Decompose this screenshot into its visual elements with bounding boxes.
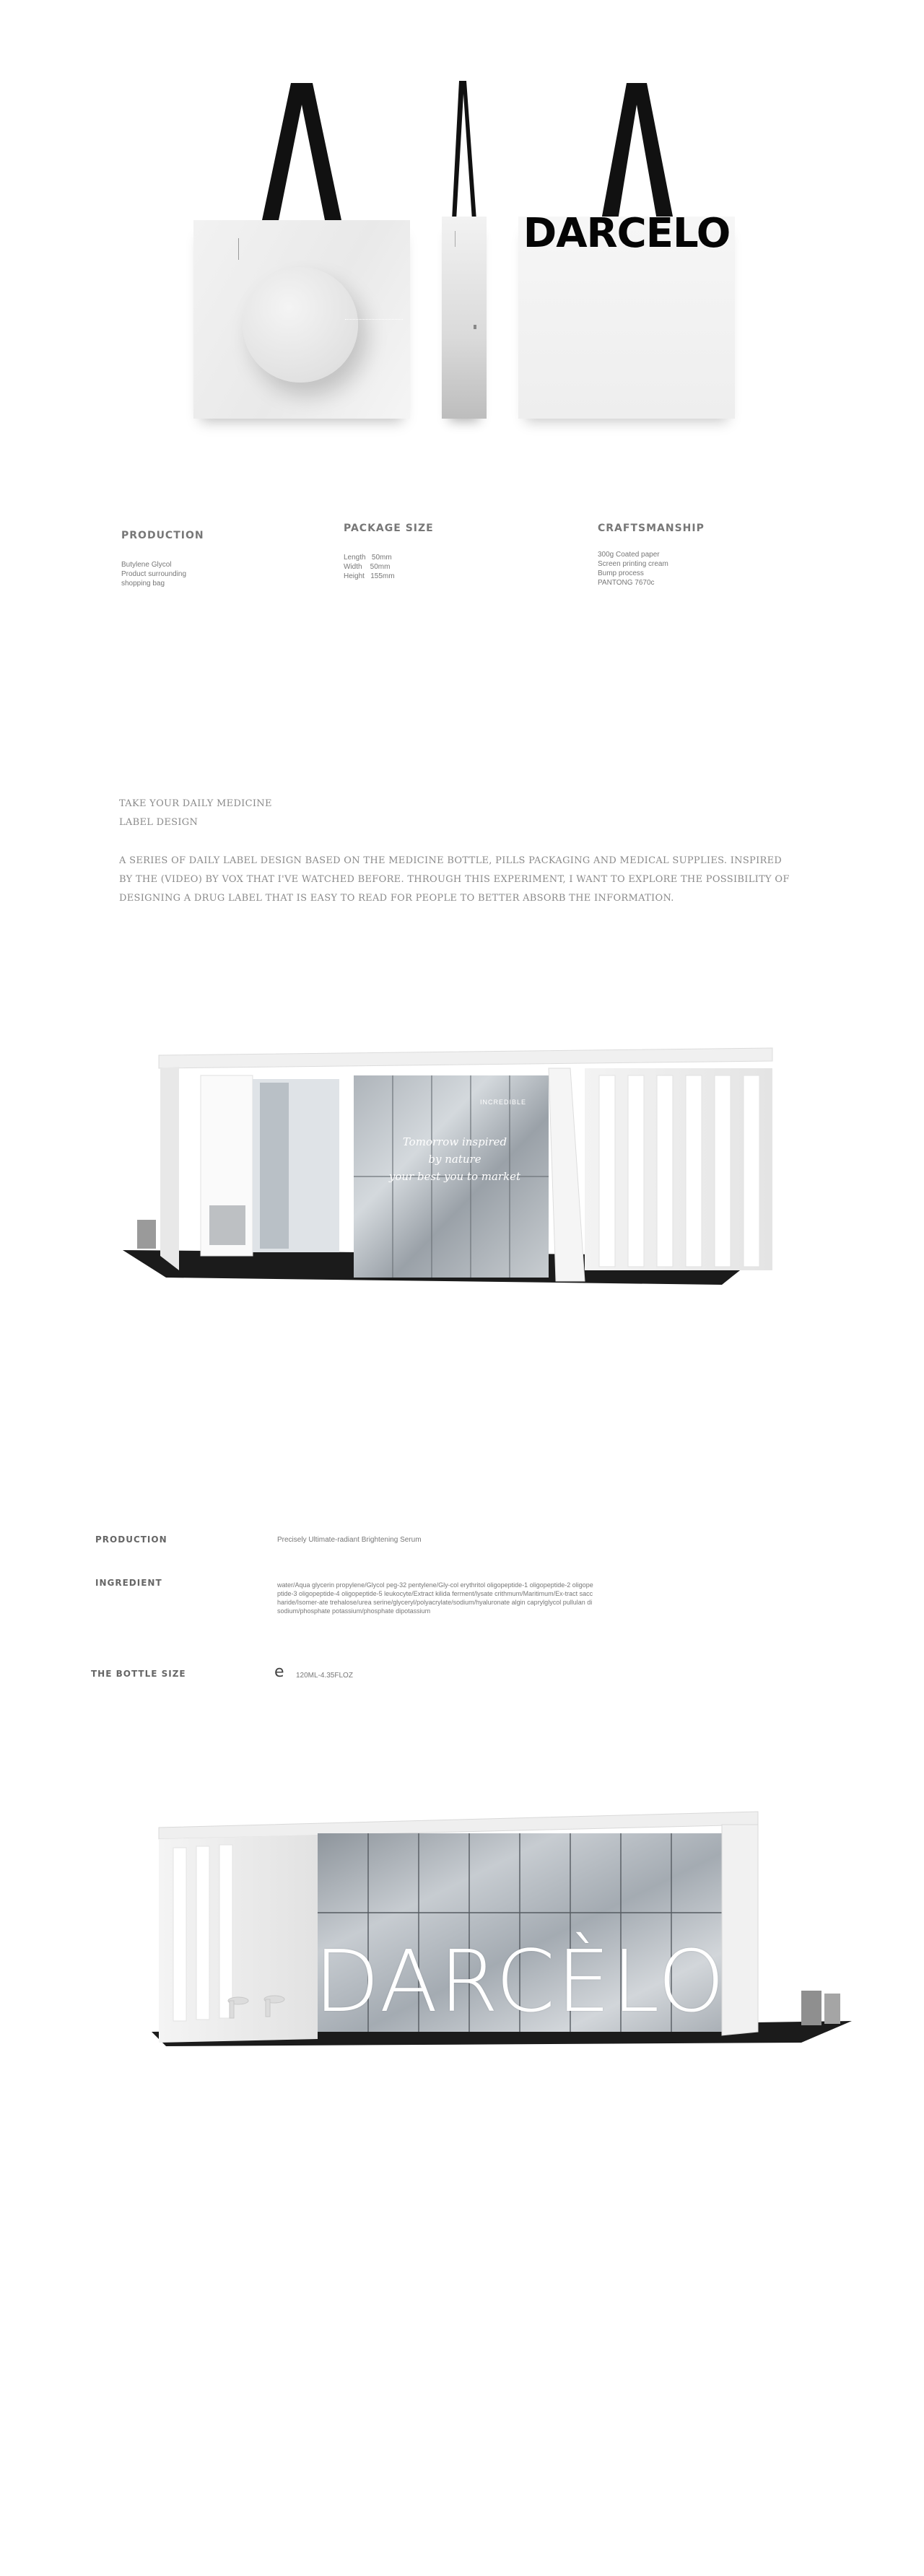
product-production-value: Precisely Ultimate-radiant Brightening Serum	[277, 1536, 422, 1544]
spec-craft-heading: CRAFTSMANSHIP	[598, 523, 705, 534]
booth-2	[152, 1804, 859, 2079]
side-bag	[442, 72, 487, 419]
right-bag	[518, 72, 735, 419]
booth-1-script: Tomorrow inspired by nature your best you to market	[388, 1135, 521, 1183]
booth-1-brand: INCREDIBLE	[480, 1099, 527, 1106]
intro-paragraph: A SERIES OF DAILY LABEL DESIGN BASED ON THE MEDICINE BOTTLE, PILLS PACKAGING AND MEDICAL SUPPLIES. INSPIRED BY THE (VIDEO) BY VOX THAT I'VE WATCHED BEFORE. THROUGH THIS EXPERIMENT, I WANT TO EXPLORE THE POSSIBILITY OF DESIGNING A DRUG LABEL THAT IS EASY TO READ FOR PEOPLE TO BETTER ABSORB THE INFORMATION.	[119, 855, 790, 904]
side-bag-body	[442, 217, 487, 419]
product-ingredient-label: INGREDIENT	[95, 1578, 162, 1588]
bags-section	[0, 0, 924, 462]
product-production-label: PRODUCTION	[95, 1534, 167, 1545]
left-bag-dots	[345, 310, 403, 320]
product-size-value: 120ML-4.35FLOZ	[296, 1672, 353, 1680]
intro-line2: LABEL DESIGN	[119, 817, 199, 828]
side-bag-dot	[474, 325, 476, 329]
left-bag-straps	[193, 72, 410, 224]
product-ingredient-value: water/Aqua glycerin propylene/Glycol peg-32 pentylene/Gly-col erythritol oligopeptide-1 oligopeptide-2 oligopeptide-3 oligopeptide-4 oligopeptide-5 leukocyte/Extract kilida ferment/lysate crithmum/Maritimum/Ex-tract saccharide/Isomer-ate trehalose/urea serine/glyceryl/polyacrylate/sodium/hyaluronate algin caprylglycol pullulan disodium/phosphate potassium/phosphate dipotassium	[277, 1581, 593, 1615]
bottle-size-icon: e	[274, 1663, 284, 1681]
booth-1	[123, 1039, 787, 1299]
spec-package-heading: PACKAGE SIZE	[344, 523, 434, 534]
booth-2-brand: DARCÈLO	[314, 1931, 726, 2031]
intro-line1: TAKE YOUR DAILY MEDICINE	[119, 798, 272, 809]
spec-package-text: Length 50mm Width 50mm Height 155mm	[344, 554, 395, 580]
spec-production-text: Butylene Glycol Product surrounding shopping bag	[121, 561, 187, 588]
left-bag-mark	[238, 238, 239, 260]
spec-craft-text: 300g Coated paper Screen printing cream Bump process PANTONG 7670c	[598, 551, 668, 587]
right-bag-logo: DARCELO	[523, 210, 731, 257]
left-bag-disc	[243, 267, 358, 383]
spec-production-heading: PRODUCTION	[121, 530, 204, 541]
right-bag-straps	[518, 72, 735, 224]
left-bag	[193, 72, 410, 419]
side-bag-strap	[442, 72, 487, 224]
product-size-label: THE BOTTLE SIZE	[91, 1669, 186, 1679]
side-bag-label	[455, 231, 470, 247]
